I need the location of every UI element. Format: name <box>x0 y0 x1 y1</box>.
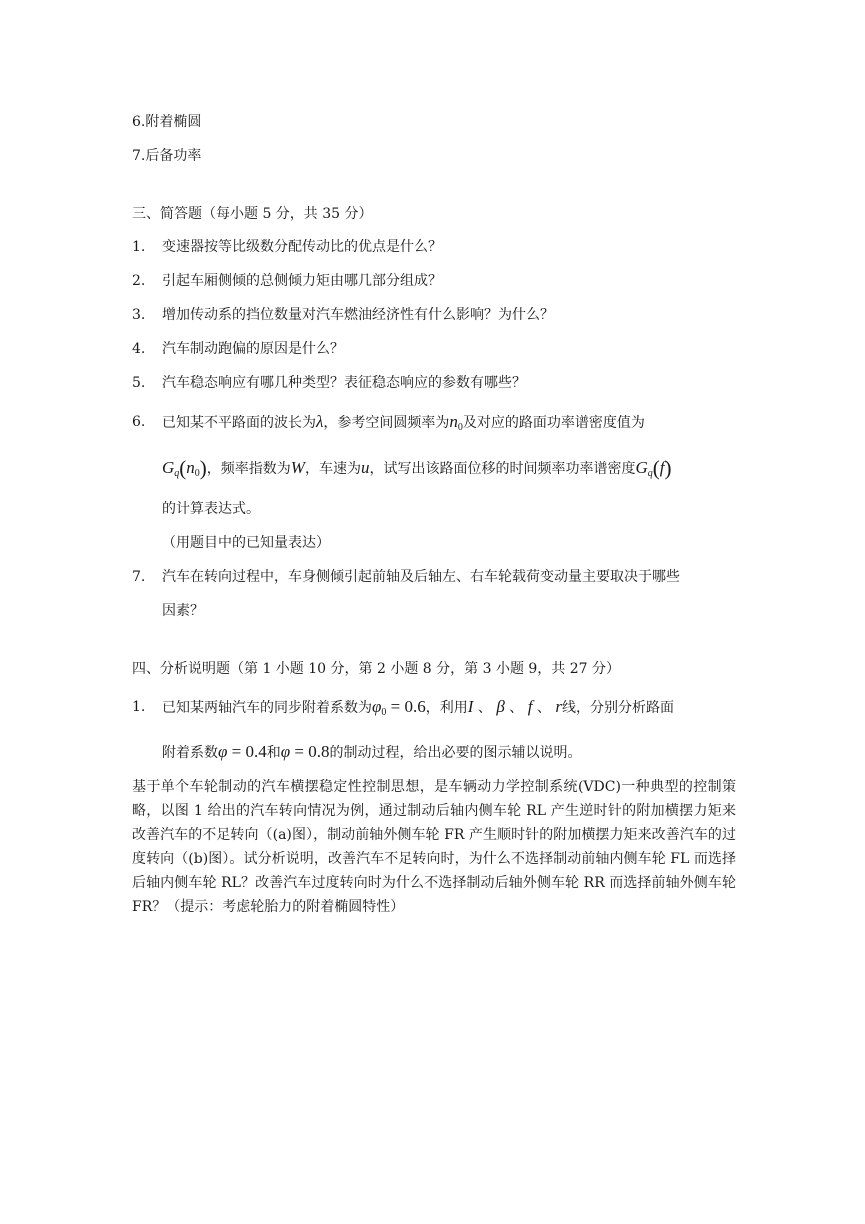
separator: 、 <box>473 700 497 716</box>
question-text: 线，分别分析路面 <box>561 700 674 716</box>
question-text: 汽车稳态响应有哪几种类型？表征稳态响应的参数有哪些？ <box>162 375 526 391</box>
u-symbol: u <box>360 458 370 477</box>
question-number: 3. <box>132 307 146 323</box>
question-number: 4. <box>132 341 146 357</box>
term-item-7: 7.后备功率 <box>132 148 202 164</box>
subscript: 0 <box>457 422 463 433</box>
question-text: 引起车厢侧倾的总侧倾力矩由哪几部分组成？ <box>162 273 442 289</box>
separator: 、 <box>504 700 528 716</box>
question-3-7-line-2: 因素？ <box>162 603 204 619</box>
r-line-symbol: r <box>555 697 562 716</box>
subscript: 0 <box>194 468 200 479</box>
question-text: 增加传动系的挡位数量对汽车燃油经济性有什么影响？为什么？ <box>162 307 554 323</box>
question-number: 7. <box>132 569 146 585</box>
question-3-6-note: （用题目中的已知量表达） <box>162 535 330 551</box>
question-text: ，参考空间圆频率为 <box>323 415 450 431</box>
phi-symbol: φ <box>372 697 382 716</box>
question-number: 2. <box>132 273 146 289</box>
phi-symbol: φ <box>280 742 291 761</box>
question-text: ，试写出该路面位移的时间频率功率谱密度 <box>369 461 636 477</box>
question-text: ，频率指数为 <box>206 461 291 477</box>
right-paren: ) <box>664 456 672 480</box>
value-0-8: = 0.8 <box>290 742 330 761</box>
question-text: 的制动过程，给出必要的图示辅以说明。 <box>329 745 582 761</box>
I-line-symbol: I <box>467 697 474 716</box>
f-line-symbol: f <box>527 697 533 716</box>
f-symbol: f <box>659 458 665 477</box>
question-text: 已知某两轴汽车的同步附着系数为 <box>162 700 372 716</box>
question-text: 已知某不平路面的波长为 <box>162 415 316 431</box>
question-number: 6. <box>132 414 146 430</box>
subscript: 0 <box>381 707 387 718</box>
right-paren: ) <box>199 456 207 480</box>
phi0-symbol <box>372 697 386 716</box>
phi-symbol: φ <box>218 742 228 761</box>
gq-n0-expression <box>162 456 207 480</box>
separator: 、 <box>532 700 556 716</box>
question-text: 和 <box>266 745 281 761</box>
left-paren: ( <box>179 456 187 480</box>
question-number: 1. <box>132 699 146 715</box>
gq-f-expression <box>635 456 672 480</box>
value-0-4: = 0.4 <box>227 742 267 761</box>
question-4-1-line-2 <box>162 742 582 763</box>
G-symbol: G <box>635 458 648 477</box>
n-symbol: n <box>186 458 195 477</box>
question-text: 及对应的路面功率谱密度值为 <box>462 415 645 431</box>
question-4-2-paragraph: 基于单个车轮制动的汽车横摆稳定性控制思想，是车辆动力学控制系统(VDC)一种典型的控制策略，以图 1 给出的汽车转向情况为例，通过制动后轴内侧车轮 RL 产生逆时针的附加横摆力矩来改善汽车的不足转向（(a)图），制动前轴外侧车轮 FR 产生顺时针的附加横摆力矩来改善汽车的过度转向（(b)图）。试分析说明，改善汽车不足转向时，为什么不选择制动前轴内侧车轮 FL 而选择后轴内侧车轮 RL？改善汽车过度转向时为什么不选择制动后轴外侧车轮 RR 而选择前轴外侧车轮 FR？（提示：考虑轮胎力的附着椭圆特性） <box>132 779 736 915</box>
question-text: 汽车制动跑偏的原因是什么？ <box>162 341 344 357</box>
question-text: ，利用 <box>425 700 468 716</box>
question-text: 变速器按等比级数分配传动比的优点是什么？ <box>162 239 442 255</box>
G-symbol: G <box>162 458 175 477</box>
term-item-6: 6.附着椭圆 <box>132 114 202 130</box>
section-3-heading: 三、简答题（每小题 5 分，共 35 分） <box>132 206 373 222</box>
n0-symbol <box>449 412 463 431</box>
section-4-heading: 四、分析说明题（第 1 小题 10 分，第 2 小题 8 分，第 3 小题 9，共 27 分） <box>132 661 621 677</box>
question-text: 汽车在转向过程中，车身侧倾引起前轴及后轴左、右车轮载荷变动量主要取决于哪些 <box>162 569 680 585</box>
subscript: q <box>174 468 180 479</box>
question-text: ，车速为 <box>304 461 361 477</box>
beta-line-symbol: β <box>496 697 505 716</box>
question-number: 5. <box>132 375 146 391</box>
question-3-6-line-3: 的计算表达式。 <box>162 501 260 517</box>
n-symbol: n <box>449 412 458 431</box>
value-0-6: = 0.6 <box>386 697 426 716</box>
question-3-6-line-2 <box>162 458 671 484</box>
left-paren: ( <box>652 456 660 480</box>
lambda-symbol: λ <box>316 412 324 431</box>
question-number: 1. <box>132 239 146 255</box>
question-text: 附着系数 <box>162 745 218 761</box>
W-symbol: W <box>290 458 305 477</box>
subscript: q <box>647 468 653 479</box>
